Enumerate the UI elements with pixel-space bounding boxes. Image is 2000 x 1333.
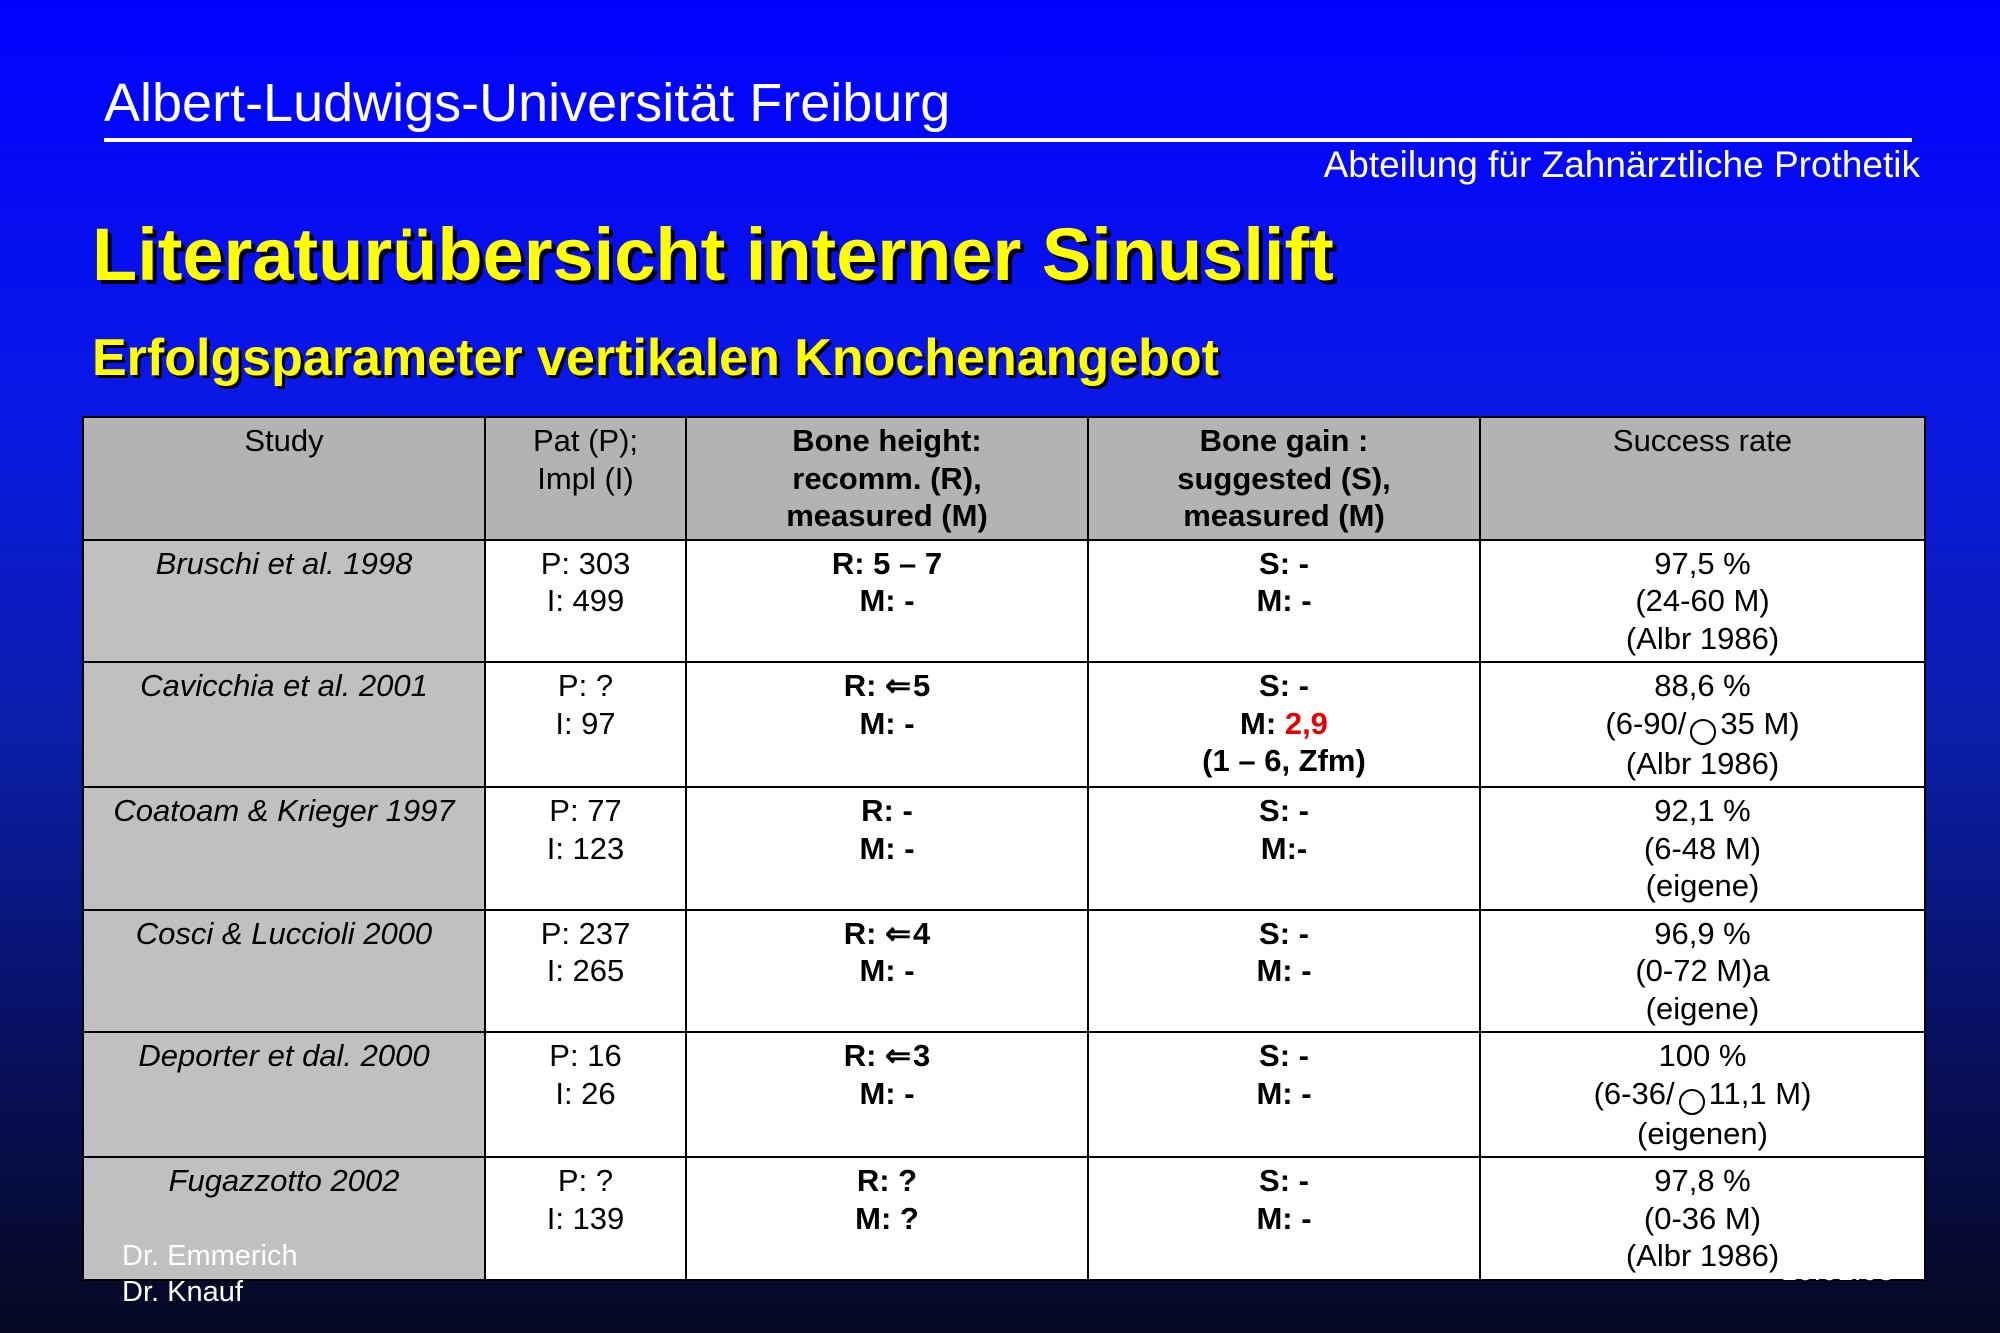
header-bone-height: Bone height: recomm. (R), measured (M) [686, 417, 1088, 540]
bone-height-cell: R: - M: - [686, 787, 1088, 910]
pat-impl-cell: P: 77 I: 123 [485, 787, 686, 910]
arrow-left-icon: ⇐ [885, 1038, 912, 1073]
bone-gain-cell: S: - M:- [1088, 787, 1480, 910]
author-name: Dr. Emmerich [122, 1240, 298, 1272]
bone-height-cell: R: ⇐5 M: - [686, 662, 1088, 787]
study-cell: Deporter et dal. 2000 [83, 1032, 485, 1157]
arrow-left-icon: ⇐ [885, 668, 912, 703]
study-cell: Cosci & Luccioli 2000 [83, 910, 485, 1033]
success-rate-cell: 97,5 % (24-60 M) (Albr 1986) [1480, 540, 1925, 663]
university-name: Albert-Ludwigs-Universität Freiburg [104, 70, 1912, 142]
pat-impl-cell: P: 303 I: 499 [485, 540, 686, 663]
header-study: Study [83, 417, 485, 540]
arrow-left-icon: ⇐ [885, 915, 912, 951]
mean-symbol-icon [1679, 1089, 1705, 1115]
bone-height-cell: R: 5 – 7 M: - [686, 540, 1088, 663]
table-row [83, 540, 1925, 663]
slide-title: Literaturübersicht interner Sinuslift [92, 213, 1334, 296]
slide-subtitle: Erfolgsparameter vertikalen Knochenangebot [92, 329, 1219, 387]
bone-gain-cell: S: - M: - [1088, 540, 1480, 663]
success-rate-cell: 100 % (6-36/ 11,1 M) (eigenen) [1480, 1032, 1925, 1157]
pat-impl-cell: P: 16 I: 26 [485, 1032, 686, 1157]
bone-gain-cell: S: - M: - [1088, 1032, 1480, 1157]
table-row [83, 662, 1925, 787]
pat-impl-cell: P: ? I: 97 [485, 662, 686, 787]
success-rate-cell: 88,6 % (6-90/ 35 M) (Albr 1986) [1480, 662, 1925, 787]
study-cell: Coatoam & Krieger 1997 [83, 787, 485, 910]
success-rate-cell: 92,1 % (6-48 M) (eigene) [1480, 787, 1925, 910]
pat-impl-cell: P: 237 I: 265 [485, 910, 686, 1033]
bone-gain-cell: S: - M: - [1088, 1157, 1480, 1280]
study-cell: Cavicchia et al. 2001 [83, 662, 485, 787]
success-rate-cell: 97,8 % (0-36 M) (Albr 1986) [1480, 1157, 1925, 1280]
bone-height-cell: R: ? M: ? [686, 1157, 1088, 1280]
highlight-value: 2,9 [1284, 705, 1328, 741]
department-name: Abteilung für Zahnärztliche Prothetik [1323, 144, 1920, 185]
literature-table [82, 416, 1926, 1281]
study-cell: Fugazzotto 2002 [83, 1157, 485, 1280]
study-cell: Bruschi et al. 1998 [83, 540, 485, 663]
footer-authors [122, 1238, 298, 1310]
header-bone-gain: Bone gain : suggested (S), measured (M) [1088, 417, 1480, 540]
bone-height-cell: R: ⇐3 M: - [686, 1032, 1088, 1157]
header-pat-impl: Pat (P); Impl (I) [485, 417, 686, 540]
bone-gain-cell: S: - M: 2,9 (1 – 6, Zfm) [1088, 662, 1480, 787]
bone-height-cell: R: ⇐4 M: - [686, 910, 1088, 1033]
pat-impl-cell: P: ? I: 139 [485, 1157, 686, 1280]
table-row [83, 787, 1925, 910]
mean-symbol-icon [1690, 719, 1716, 745]
footer-date: 10.01.03 [1781, 1255, 1894, 1287]
table-row [83, 910, 1925, 1033]
table-header-row [83, 417, 1925, 540]
header-success-rate: Success rate [1480, 417, 1925, 540]
author-name: Dr. Knauf [122, 1276, 243, 1308]
table-row [83, 1032, 1925, 1157]
bone-gain-cell: S: - M: - [1088, 910, 1480, 1033]
success-rate-cell: 96,9 % (0-72 M)a (eigene) [1480, 910, 1925, 1033]
table-row [83, 1157, 1925, 1280]
